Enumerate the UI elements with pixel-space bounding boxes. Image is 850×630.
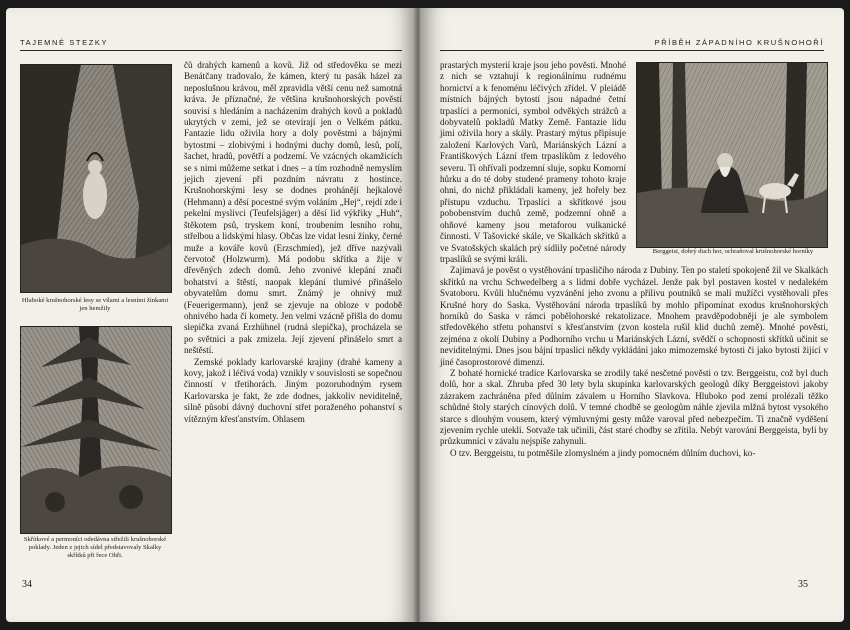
illustration-forest-nymphs — [20, 64, 172, 293]
caption-forest-nymphs: Hluboké krušnohorské lesy se vílami a lesními žínkami jen hemžily — [21, 297, 169, 313]
caption-gnomes: Skřítkové a permoníci odedávna střežili krušnohorské poklady. Jeden z jejich sídel představovaly Skalky skřítků při řece Ohři. — [23, 536, 167, 560]
left-body-text — [184, 60, 402, 425]
caption-berggeist: Berggeist, dobrý duch hor, ochraňoval krušnohorské horníky — [638, 248, 828, 256]
header-rule-right — [440, 50, 824, 51]
running-head-right: PŘÍBĚH ZÁPADNÍHO KRUŠNOHOŘÍ — [654, 38, 824, 47]
paragraph: Zemské poklady karlovarské krajiny (drahé kameny a kovy, jakož i léčivá voda) vznikly v souvislosti se sopečnou činností v třetihorách. Jiným pozoruhodným rysem Karlovarska je fakt, že zde dodnes, jakkoliv neviditelně, silně působí dávný duchovní střet poraženého pohanství s vítězným křesťanstvím. Ohlasem — [184, 356, 402, 424]
paragraph: Zajímavá je pověst o vystěhování trpasličího národa z Dubiny. Ten po staletí spokojeně žil ve Skalkách skřítků na vrchu Schwedelberg a s lidmi dobře vycházel. Jenže pak byl postaven kostel v nedalekém Svatoboru. Kvůli hlučnému vyzvánění jeho zvonu a přílivu poutníků se malí mužíčci vystěhovali přes Krušné hory do Saska. Vystěhování národa trpaslíků by mohlo připomínat exodus krušnohorských horníků do Saska v rámci pobělohorské rekatolizace. Mnohem pravděpodobněji je ale symbolem středověkého střetu pohanství s křesťanstvím (zvon kostela rušil klid duchů země). Mnohé pověsti, zejména z okolí Dubiny a Podhorního vrchu u Mariánských Lázní, svědčí o schopnosti skřítků učinit se neviditelnými. Dnes jsou bájní trpaslíci někdy vykládáni jako mimozemské bytosti či jako bytosti žijící v jiné časoprostorové dimenzi. — [440, 265, 828, 367]
right-page — [420, 8, 844, 622]
left-page — [6, 8, 416, 622]
illustration-berggeist — [636, 62, 828, 248]
running-head-left: TAJEMNÉ STEZKY — [20, 38, 109, 47]
page-number-left: 34 — [22, 579, 32, 590]
right-body-text — [440, 60, 828, 459]
paragraph-wrap: prastarých mysterií kraje jsou jeho pověsti. Mnohé z nich se vztahují k regionálnímu rudnému hornictví a k fenoménu léčivých zřídel. V pleiádě místních bájných bytostí jsou nápadné četní trpaslíci a permoníci, symbol odvěkých strážců a dobyvatelů pokladů Matky Země. Fantazie lidu jimi oživila hory a skály. Prastarý mýtus připisuje založení Karlových Varů, Mariánských Lázní a Františkových Lázní třem trpaslíkům z ledového severu. Ti ohřívali podzemní sluje, sopku Komorní hůrku a do té doby studené prameny tohoto kraje ohni, do nichž přikládali kameny, jež hořely bez přístupu vzduchu. Trpaslíci a skřítkové jsou pobobenstvím duchů země, podzemní ohně a ohňové kameny jsou metaforou vulkanické činnosti. V Tašovické skále, ve Skalkách skřítků a ve Svatošských skalách prý sídlily početné národy trpaslíků se svými králi. — [440, 60, 626, 264]
illustration-gnomes — [20, 326, 172, 534]
paragraph: O tzv. Berggeistu, tu potměšile zlomyslném a jindy pomocném důlním duchovi, ko- — [450, 447, 756, 458]
page-number-right: 35 — [798, 579, 808, 590]
paragraph: Z bohaté hornické tradice Karlovarska se zrodily také nesčetné pověsti o tzv. Berggeistu, což byl duch dolů, hor a skal. Zhruba před 30 lety byla skupinka karlovarských geologů díky Berggeistovi jakoby zázrakem zachráněna před důlním závalem u Horního Slavkova. Hluboko pod zemí prolézali těžko schůdné štoly starých cínových dolů. V temné chodbě se geologům náhle zjevila mlžná bytost vysokého starce s dlouhým vousem, který výmluvnými gesty může varoval před nebezpečím. Ti značně vyděšení zjevením rychle utekli. Sotvaže tak učinili, část staré chodby se zřítila. Nebýt varování Berggeista, byli by průzkumníci v závalu nejspíše zahynuli. — [440, 367, 828, 447]
header-rule-left — [20, 50, 402, 51]
paragraph: čů drahých kamenů a kovů. Již od středověku se mezi Benátčany tradovalo, že kámen, který tu pasák házel za neposlušnou krávou, měl zpravidla větší cenu než samotná kráva. Je příznačné, že většina krušnohorských pověstí souvisí s hledáním a nacházením drahých kovů a pokladů ukrytých v zemi, jež se otevírají jen o Velkém pátku. Fantazie lidu oživila hory a doly pověstmi a bájnými bytostmi – zlobivými i hodnými duchy domů, lesů, polí, šachet, hradů, povětří a podzemí. Ve vzácných okamžicích se s nimi můžeme setkat i dnes – a tím rozhodně nemyslím jejich zjevení při pozdním návratu z hostince. Krušnohorskými lesy se dodnes prohánějí hejkalové (Hehmann) a děsí pocestné svým voláním „Hej“, rejdí zde i pekelní myslivci (Teufelsjäger) a děsí lid výkřiky „Huh“, štěkotem psů, tryskem koní, troubením lesního rohu, střelbou a lidskými hlasy. Občas lze vidat lesní žínky, černé muže a kováře kovů (Erzschmied), jež dříve nazývali červotoč (Holzwurm). Má podobu skřítka a žije v dřevěných zdech domů. Jeho zvonivé klepání značí bohatství a štěstí, naopak klepání tlumivé přinášelo obyvatelům domu smrt. Známý je ohnivý muž (Feuerigermann), jenž se zjevuje na obloze v podobě ohnivého hada či komety. Jen velmi vzácně přišla do domu slepička zvaná Erzhühnel (rudná slepička), procházela se po světnici a pak zmizela. Její zjevení přinášelo smrt a neštěstí. — [184, 60, 402, 356]
